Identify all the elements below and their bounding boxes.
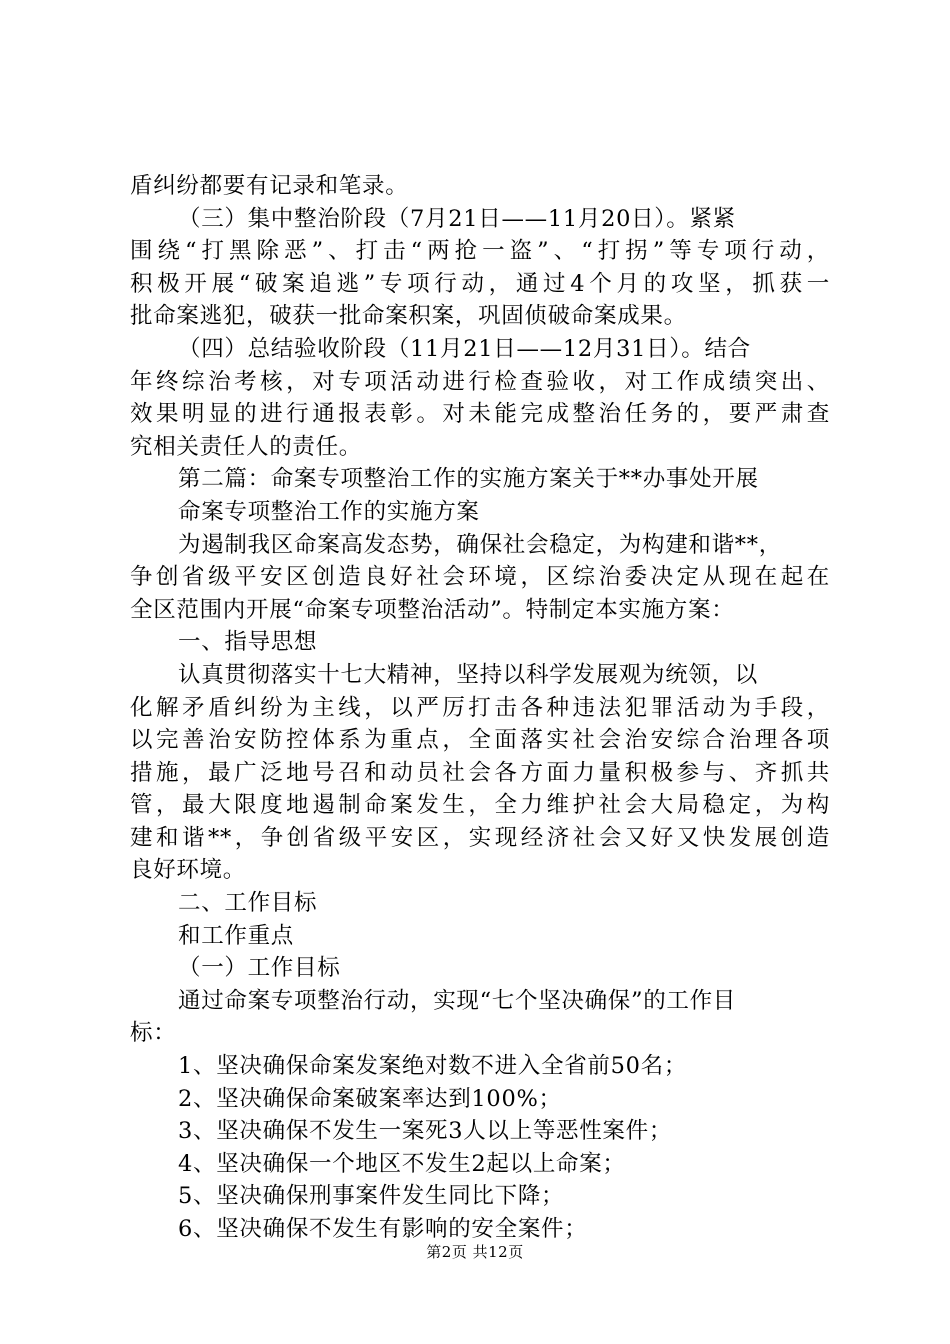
list-item: 1、坚决确保命案发案绝对数不进入全省前50名； <box>178 1053 688 1080</box>
page-number: 第2页 共12页 <box>426 1243 524 1261</box>
text-line: （四）总结验收阶段（11月21日——12月31日）。结合 <box>178 335 751 362</box>
text-line: 效果明显的进行通报表彰。对未能完成整治任务的，要严肃查 <box>130 401 830 428</box>
list-item: 3、坚决确保不发生一案死3人以上等恶性案件； <box>178 1118 673 1145</box>
text-line: 化解矛盾纠纷为主线，以严厉打击各种违法犯罪活动为手段， <box>130 694 830 721</box>
list-item: 2、坚决确保命案破案率达到100%； <box>178 1085 562 1112</box>
text-line: 建和谐**，争创省级平安区，实现经济社会又好又快发展创造 <box>130 824 830 851</box>
text-line: （三）集中整治阶段（7月21日——11月20日）。紧紧 <box>178 205 736 232</box>
text-line: 围绕“打黑除恶”、打击“两抢一盗”、“打拐”等专项行动， <box>130 238 830 265</box>
text-line: 通过命案专项整治行动，实现“七个坚决确保”的工作目 <box>178 987 737 1014</box>
text-line: 争创省级平安区创造良好社会环境，区综治委决定从现在起在 <box>130 564 830 591</box>
subheading: （一）工作目标 <box>178 955 341 982</box>
text-line: 标： <box>130 1020 177 1047</box>
document-body <box>130 170 830 1246</box>
text-line: 认真贯彻落实十七大精神，坚持以科学发展观为统领，以 <box>178 661 759 688</box>
text-line: 年终综治考核，对专项活动进行检查验收，对工作成绩突出、 <box>130 368 830 395</box>
text-line: 积极开展“破案追逃”专项行动，通过4个月的攻坚，抓获一 <box>130 270 830 297</box>
list-item: 4、坚决确保一个地区不发生2起以上命案； <box>178 1150 626 1177</box>
subheading: 二、工作目标 <box>178 890 318 917</box>
text-line: 全区范围内开展“命案专项整治活动”。特制定本实施方案： <box>130 596 735 623</box>
text-line: 良好环境。 <box>130 857 247 884</box>
subheading: 一、指导思想 <box>178 629 318 656</box>
text-line: 措施，最广泛地号召和动员社会各方面力量积极参与、齐抓共 <box>130 759 830 786</box>
list-item: 6、坚决确保不发生有影响的安全案件； <box>178 1216 588 1242</box>
text-line: 为遏制我区命案高发态势，确保社会稳定，为构建和谐**， <box>178 531 782 558</box>
text-line: 究相关责任人的责任。 <box>130 433 363 460</box>
text-line: 批命案逃犯，破获一批命案积案，巩固侦破命案成果。 <box>130 303 687 330</box>
section-heading: 命案专项整治工作的实施方案 <box>178 498 480 525</box>
text-line: 管，最大限度地遏制命案发生，全力维护社会大局稳定，为构 <box>130 792 830 819</box>
list-item: 5、坚决确保刑事案件发生同比下降； <box>178 1183 565 1210</box>
text-line: 以完善治安防控体系为重点，全面落实社会治安综合治理各项 <box>130 727 830 754</box>
subheading: 和工作重点 <box>178 922 295 949</box>
section-heading: 第二篇：命案专项整治工作的实施方案关于**办事处开展 <box>178 466 759 493</box>
text-line: 盾纠纷都要有记录和笔录。 <box>130 173 409 199</box>
